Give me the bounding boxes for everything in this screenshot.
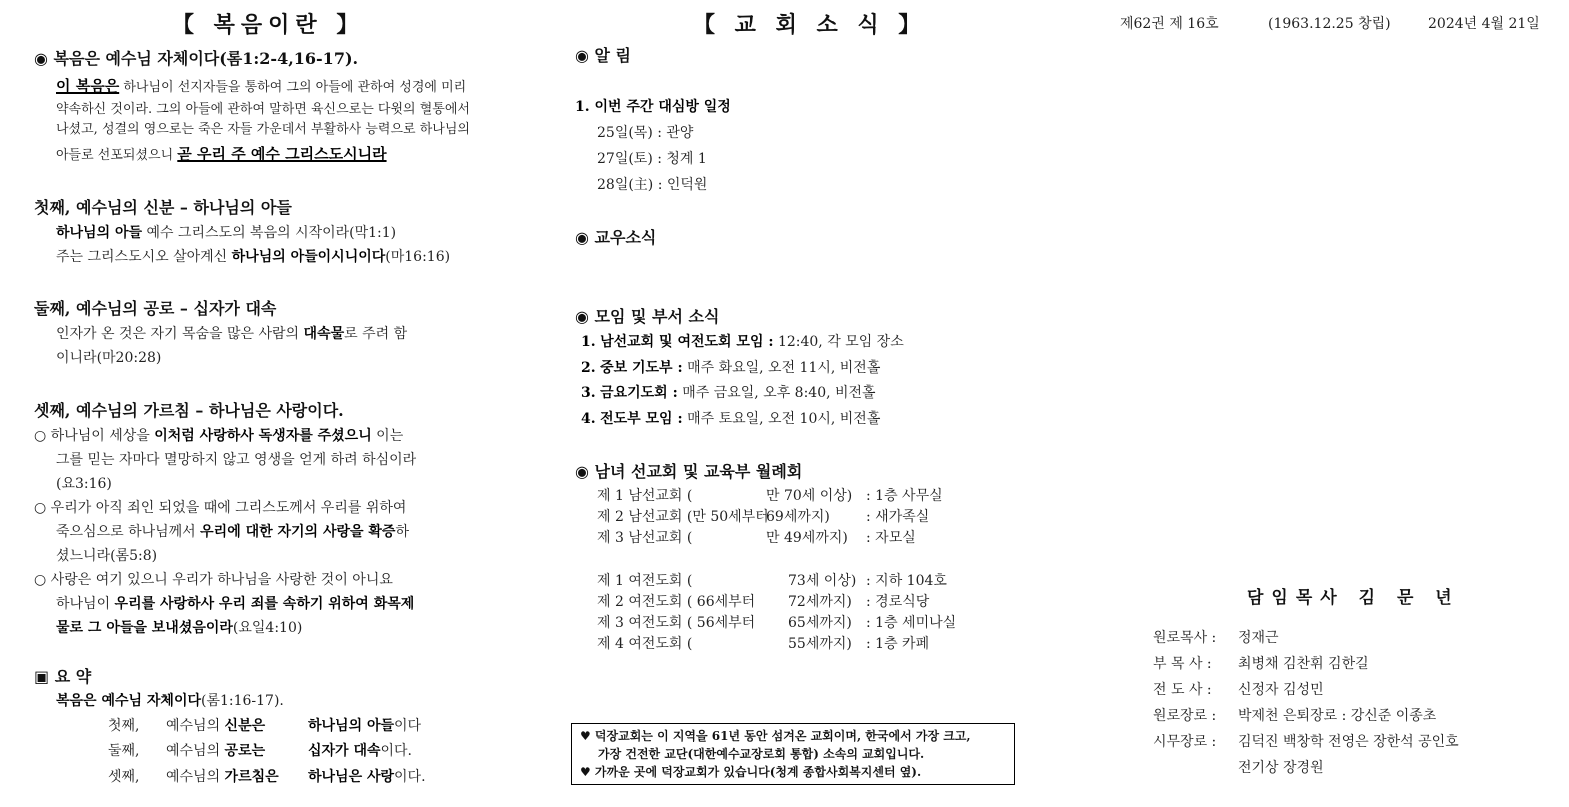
summary-row-3-lead: 예수님의 [166, 769, 225, 785]
staff-role: 원로목사 : [1153, 630, 1217, 646]
first-line-2 [56, 246, 450, 266]
meeting-item [581, 382, 876, 402]
third-bullet-1-emph: 이처럼 사랑하사 독생자를 주셨으니 [154, 428, 372, 444]
staff-names: 박제천 은퇴장로 : 강신준 이종초 [1238, 708, 1437, 724]
staff-role: 원로장로 : [1153, 708, 1217, 724]
women-group-place: : 1층 세미나실 [866, 615, 957, 631]
summary-row-2-ordinal: 둘째, [108, 743, 140, 759]
meeting-name: 전도부 모임 : [600, 411, 683, 427]
women-group-age: 72세까지) [788, 594, 852, 610]
meeting-num: 4. [581, 411, 596, 427]
summary-row-2 [166, 740, 265, 760]
third-bullet-3-line-1: ○ 사랑은 여기 있으니 우리가 하나님을 사랑한 것이 아니요 [34, 572, 393, 588]
women-group-place: : 지하 104호 [866, 573, 947, 589]
middle-title: 【 교 회 소 식 】 [693, 12, 927, 38]
gospel-line-1 [56, 74, 466, 100]
meeting-item [581, 357, 880, 377]
meeting-detail: 매주 금요일, 오후 8:40, 비전홀 [677, 385, 876, 401]
men-group-place: : 1층 사무실 [866, 488, 943, 504]
third-bullet-1-line-2: 그를 믿는 자마다 멸망하지 않고 영생을 얻게 하려 하심이라 [56, 452, 417, 468]
staff-role: 시무장로 : [1153, 734, 1217, 750]
men-group-name: 제 3 남선교회 ( [597, 530, 693, 546]
staff-role: 부 목 사 : [1153, 656, 1212, 672]
summary-row-1-answer [308, 715, 421, 735]
staff-names: 정재근 [1238, 630, 1279, 646]
third-bullet-1-pre: ○ 하나님이 세상을 [34, 428, 155, 444]
gospel-line-4 [56, 142, 387, 168]
meeting-item [581, 408, 880, 428]
men-group-place: : 새가족실 [866, 509, 930, 525]
summary-heading: ▣ 요 약 [34, 667, 92, 686]
issue-date: 2024년 4월 21일 [1428, 16, 1540, 32]
meeting-name: 남선교회 및 여전도회 모임 : [600, 334, 774, 350]
women-group-name: 제 2 여전도회 ( 66세부터 [597, 594, 756, 610]
men-group-age: 만 49세까지) [766, 530, 848, 546]
notice-heading: ◉ 알 림 [575, 46, 632, 65]
third-bullet-2-line-3: 셨느니라(롬5:8) [56, 548, 158, 564]
third-bullet-1-line-3: (요3:16) [56, 476, 112, 492]
first-line-2-emph: 하나님의 아들이시니이다 [231, 249, 386, 265]
summary-row-2-answer [308, 740, 412, 760]
summary-row-3-end: 이다. [394, 769, 426, 785]
third-bullet-2-line-1: ○ 우리가 아직 죄인 되었을 때에 그리스도께서 우리를 위하여 [34, 500, 407, 516]
meetings-heading: ◉ 모임 및 부서 소식 [575, 307, 720, 326]
third-bullet-3-emph: 우리를 사랑하사 우리 죄를 속하기 위하여 화목제 [114, 596, 415, 612]
second-line-2: 이니라(마20:28) [56, 350, 162, 366]
staff-names: 신정자 김성민 [1238, 682, 1324, 698]
women-group-age: 73세 이상) [788, 573, 857, 589]
church-info-line-2: 가장 건전한 교단(대한예수교장로회 통합) 소속의 교회입니다. [598, 747, 925, 761]
second-line-1 [56, 323, 407, 343]
women-group-name: 제 3 여전도회 ( 56세부터 [597, 615, 756, 631]
summary-row-3-ordinal: 셋째, [108, 769, 140, 785]
meeting-detail: 매주 토요일, 오전 10시, 비전홀 [682, 411, 881, 427]
summary-line-1-emph: 복음은 예수님 자체이다 [56, 693, 201, 709]
summary-row-3 [166, 766, 279, 786]
first-line-1-text: 예수 그리스도의 복음의 시작이라(막1:1) [142, 225, 397, 241]
gospel-line-4-text: 아들로 선포되셨으니 [56, 148, 174, 163]
staff-role: 전 도 사 : [1153, 682, 1212, 698]
founded-date: (1963.12.25 창립) [1268, 16, 1391, 32]
summary-row-2-end: 이다. [380, 743, 412, 759]
third-bullet-1-post: 이는 [371, 428, 404, 444]
men-group-name: 제 1 남선교회 ( [597, 488, 693, 504]
staff-names: 김덕진 백창학 전영은 장한석 공인호 [1238, 734, 1459, 750]
men-group-age: 만 70세 이상) [766, 488, 853, 504]
meeting-num: 1. [581, 334, 596, 350]
summary-row-3-answer-emph: 하나님은 사랑 [308, 769, 395, 785]
visit-heading: 1. 이번 주간 대심방 일정 [575, 99, 731, 115]
first-line-2-post: (마16:16) [385, 249, 451, 265]
third-bullet-3-post: (요일4:10) [232, 620, 303, 636]
visit-item: 28일(主) : 인덕원 [597, 177, 708, 193]
men-group-name: 제 2 남선교회 (만 50세부터 [597, 509, 769, 525]
visit-item: 27일(토) : 청계 1 [597, 151, 707, 167]
alumni-heading: ◉ 교우소식 [575, 228, 657, 247]
summary-row-3-key: 가르침은 [224, 769, 279, 785]
women-group-place: : 1층 카페 [866, 636, 930, 652]
summary-row-2-key: 공로는 [224, 743, 266, 759]
third-bullet-2-emph: 우리에 대한 자기의 사랑을 확증 [200, 524, 396, 540]
gospel-line-4-emph: 곧 우리 주 예수 그리스도시니라 [177, 145, 387, 163]
second-line-1-pre: 인자가 온 것은 자기 목숨을 많은 사람의 [56, 326, 304, 342]
first-heading: 첫째, 예수님의 신분 – 하나님의 아들 [34, 198, 292, 217]
church-info-box [571, 723, 1015, 785]
summary-line-1-post: (롬1:16-17). [201, 693, 284, 709]
first-line-1 [56, 222, 396, 242]
meeting-num: 3. [581, 385, 596, 401]
summary-row-1-answer-emph: 하나님의 아들 [308, 718, 395, 734]
senior-pastor: 담임목사 김 문 년 [1247, 588, 1460, 608]
summary-row-1-ordinal: 첫째, [108, 718, 140, 734]
church-info-line-1: ♥ 덕장교회는 이 지역을 61년 동안 섬겨온 교회이며, 한국에서 가장 크고, [580, 729, 971, 743]
third-bullet-2-post: 하 [395, 524, 409, 540]
men-group-age: 69세까지) [766, 509, 830, 525]
meeting-num: 2. [581, 360, 596, 376]
first-line-2-pre: 주는 그리스도시오 살아계신 [56, 249, 232, 265]
women-group-age: 55세까지) [788, 636, 852, 652]
meeting-item [581, 331, 904, 351]
monthly-heading: ◉ 남녀 선교회 및 교육부 월례회 [575, 462, 803, 481]
men-group-place: : 자모실 [866, 530, 916, 546]
first-line-1-emph: 하나님의 아들 [56, 225, 143, 241]
meeting-name: 금요기도회 : [600, 385, 678, 401]
gospel-line-3: 나셨고, 성결의 영으로는 죽은 자들 가운데서 부활하사 능력으로 하나님의 [56, 122, 470, 137]
meeting-detail: 12:40, 각 모임 장소 [773, 334, 904, 350]
summary-line-1 [56, 690, 284, 710]
visit-item: 25일(목) : 관양 [597, 125, 694, 141]
third-bullet-2-pre: 죽으심으로 하나님께서 [56, 524, 201, 540]
summary-row-3-answer [308, 766, 426, 786]
women-group-place: : 경로식당 [866, 594, 930, 610]
summary-row-2-answer-emph: 십자가 대속 [308, 743, 381, 759]
second-heading: 둘째, 예수님의 공로 – 십자가 대속 [34, 299, 277, 318]
third-bullet-3-pre: 하나님이 [56, 596, 115, 612]
summary-row-2-lead: 예수님의 [166, 743, 225, 759]
women-group-name: 제 4 여전도회 ( [597, 636, 693, 652]
third-bullet-3-line-2 [56, 593, 414, 613]
summary-row-1-key: 신분은 [224, 718, 266, 734]
third-heading: 셋째, 예수님의 가르침 – 하나님은 사랑이다. [34, 401, 344, 420]
staff-names: 최병채 김찬휘 김한길 [1238, 656, 1369, 672]
second-line-1-emph: 대속물 [303, 326, 345, 342]
gospel-heading: ◉ 복음은 예수님 자체이다(롬1:2-4,16-17). [34, 49, 359, 68]
third-bullet-2-line-2 [56, 521, 409, 541]
church-info-line-3: ♥ 가까운 곳에 덕장교회가 있습니다(청계 종합사회복지센터 옆). [580, 765, 922, 779]
summary-row-1-lead: 예수님의 [166, 718, 225, 734]
women-group-age: 65세까지) [788, 615, 852, 631]
gospel-line-1-text: 하나님이 선지자들을 통하여 그의 아들에 관하여 성경에 미리 [123, 80, 467, 95]
staff-names: 전기상 장경원 [1238, 760, 1324, 776]
gospel-line-1-emph: 이 복음은 [56, 77, 120, 95]
gospel-line-2: 약속하신 것이라. 그의 아들에 관하여 말하면 육신으로는 다윗의 혈통에서 [56, 102, 470, 117]
summary-row-1-end: 이다 [394, 718, 422, 734]
third-bullet-1-line-1 [34, 425, 403, 445]
second-line-1-post: 로 주려 함 [344, 326, 408, 342]
left-title: 【 복음이란 】 [172, 12, 365, 38]
summary-row-1 [166, 715, 265, 735]
meeting-name: 중보 기도부 : [600, 360, 683, 376]
issue-volume: 제62권 제 16호 [1120, 16, 1219, 32]
third-bullet-3-emph-2: 물로 그 아들을 보내셨음이라 [56, 620, 233, 636]
meeting-detail: 매주 화요일, 오전 11시, 비전홀 [682, 360, 881, 376]
women-group-name: 제 1 여전도회 ( [597, 573, 693, 589]
third-bullet-3-line-3 [56, 617, 302, 637]
